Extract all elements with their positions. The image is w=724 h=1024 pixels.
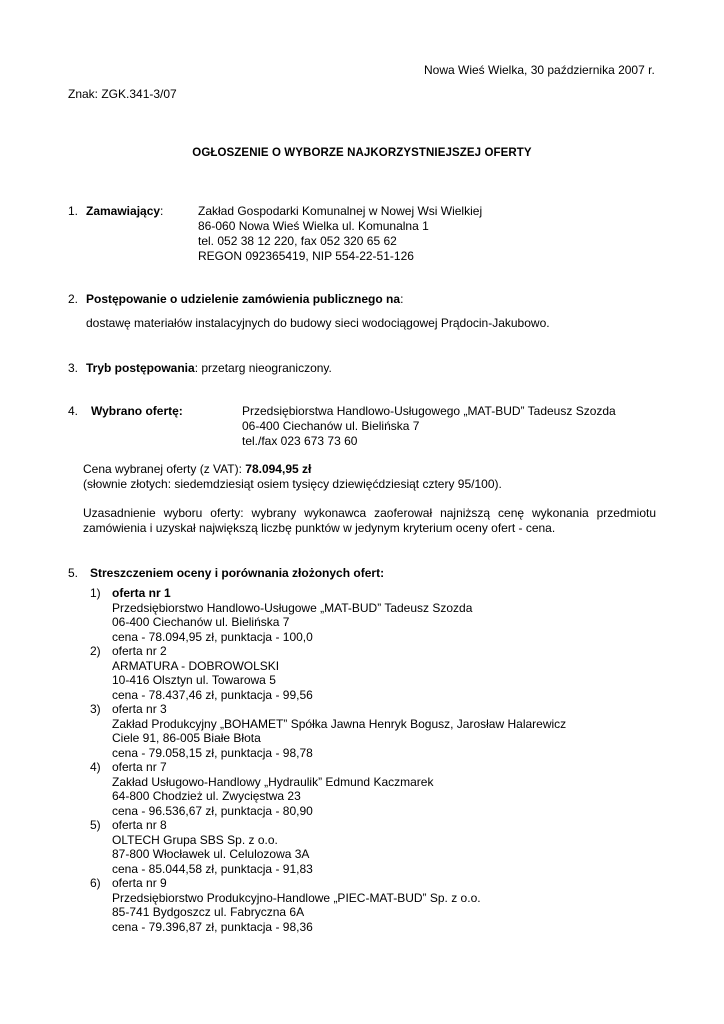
offer-title: oferta nr 9 (112, 876, 167, 890)
section-3-line (86, 361, 332, 376)
offer-score: cena - 78.094,95 zł, punktacja - 100,0 (112, 629, 313, 644)
selected-offer-price-line (83, 462, 311, 477)
offer-title: oferta nr 7 (112, 760, 167, 774)
selection-justification: Uzasadnienie wyboru oferty: wybrany wykonawca zaoferował najniższą cenę wykonania przedmiotu zamówienia i uzyskał największą liczbę punktów w jedynym kryterium oceny ofert - cena. (83, 506, 656, 535)
section-4-number: 4. (68, 404, 79, 418)
offer-company: ARMATURA - DOBROWOLSKI (112, 658, 280, 673)
offer-number: 3) (90, 702, 101, 716)
offer-score: cena - 96.536,67 zł, punktacja - 80,90 (112, 803, 313, 818)
offer-score: cena - 79.058,15 zł, punktacja - 98,78 (112, 745, 313, 760)
ordering-party-phone: tel. 052 38 12 220, fax 052 320 65 62 (198, 234, 397, 248)
offer-address: 06-400 Ciechanów ul. Bielińska 7 (112, 615, 290, 629)
section-1-number: 1. (68, 204, 79, 218)
section-3-number: 3. (68, 361, 79, 375)
price-label: Cena wybranej oferty (z VAT): (83, 462, 246, 476)
offer-address: 64-800 Chodzież ul. Zwycięstwa 23 (112, 789, 301, 803)
section-2-colon: : (400, 292, 404, 306)
reference-number: Znak: ZGK.341-3/07 (68, 87, 177, 101)
offer-company: Zakład Produkcyjny „BOHAMET” Spółka Jawna Henryk Bogusz, Jarosław Halarewicz (112, 716, 567, 731)
offer-title: oferta nr 1 (112, 586, 171, 600)
offer-number: 6) (90, 876, 101, 890)
place-and-date: Nowa Wieś Wielka, 30 października 2007 r. (424, 63, 655, 77)
ordering-party-name: Zakład Gospodarki Komunalnej w Nowej Wsi Wielkiej (198, 204, 483, 218)
section-1-colon: : (160, 204, 164, 218)
offer-score: cena - 79.396,87 zł, punktacja - 98,36 (112, 919, 313, 934)
section-5-number: 5. (68, 566, 79, 580)
offer-number: 4) (90, 760, 101, 774)
offer-address: 10-416 Olsztyn ul. Towarowa 5 (112, 673, 276, 687)
section-2-label-wrap (86, 292, 403, 307)
offer-number: 5) (90, 818, 101, 832)
offer-address: 87-800 Włocławek ul. Celulozowa 3A (112, 847, 310, 861)
offer-number: 1) (90, 586, 101, 600)
ordering-party-regon: REGON 092365419, NIP 554-22-51-126 (198, 249, 414, 263)
offer-score: cena - 85.044,58 zł, punktacja - 91,83 (112, 861, 313, 876)
offer-score: cena - 78.437,46 zł, punktacja - 99,56 (112, 687, 313, 702)
section-3-label: Tryb postępowania (86, 361, 195, 375)
section-2-number: 2. (68, 292, 79, 306)
offer-address: 85-741 Bydgoszcz ul. Fabryczna 6A (112, 905, 305, 919)
selected-offer-address: 06-400 Ciechanów ul. Bielińska 7 (242, 419, 420, 433)
offer-company: OLTECH Grupa SBS Sp. z o.o. (112, 832, 278, 847)
offer-company: Zakład Usługowo-Handlowy „Hydraulik” Edmund Kaczmarek (112, 774, 434, 789)
section-2-label: Postępowanie o udzielenie zamówienia publicznego na (86, 292, 401, 306)
offer-company: Przedsiębiorstwo Handlowo-Usługowe „MAT-BUD” Tadeusz Szozda (112, 600, 473, 615)
offer-title: oferta nr 2 (112, 644, 167, 658)
document-title: OGŁOSZENIE O WYBORZE NAJKORZYSTNIEJSZEJ OFERTY (192, 147, 532, 159)
price-value: 78.094,95 zł (245, 462, 312, 476)
price-in-words: (słownie złotych: siedemdziesiąt osiem tysięcy dziewięćdziesiąt cztery 95/100). (83, 477, 502, 491)
section-4-label: Wybrano ofertę: (91, 404, 183, 418)
section-5-label: Streszczeniem oceny i porównania złożonych ofert: (90, 566, 385, 580)
offer-number: 2) (90, 644, 101, 658)
section-1-label-wrap (86, 204, 163, 219)
selected-offer-name: Przedsiębiorstwa Handlowo-Usługowego „MAT-BUD” Tadeusz Szozda (242, 404, 616, 418)
procurement-subject: dostawę materiałów instalacyjnych do budowy sieci wodociągowej Prądocin-Jakubowo. (86, 316, 550, 330)
ordering-party-address: 86-060 Nowa Wieś Wielka ul. Komunalna 1 (198, 219, 429, 233)
offer-title: oferta nr 8 (112, 818, 167, 832)
section-1-label: Zamawiający (86, 204, 161, 218)
offer-title: oferta nr 3 (112, 702, 167, 716)
offer-address: Ciele 91, 86-005 Białe Błota (112, 731, 261, 745)
selected-offer-phone: tel./fax 023 673 73 60 (242, 434, 358, 448)
procedure-mode: : przetarg nieograniczony. (194, 361, 332, 375)
offer-company: Przedsiębiorstwo Produkcyjno-Handlowe „PIEC-MAT-BUD” Sp. z o.o. (112, 890, 481, 905)
